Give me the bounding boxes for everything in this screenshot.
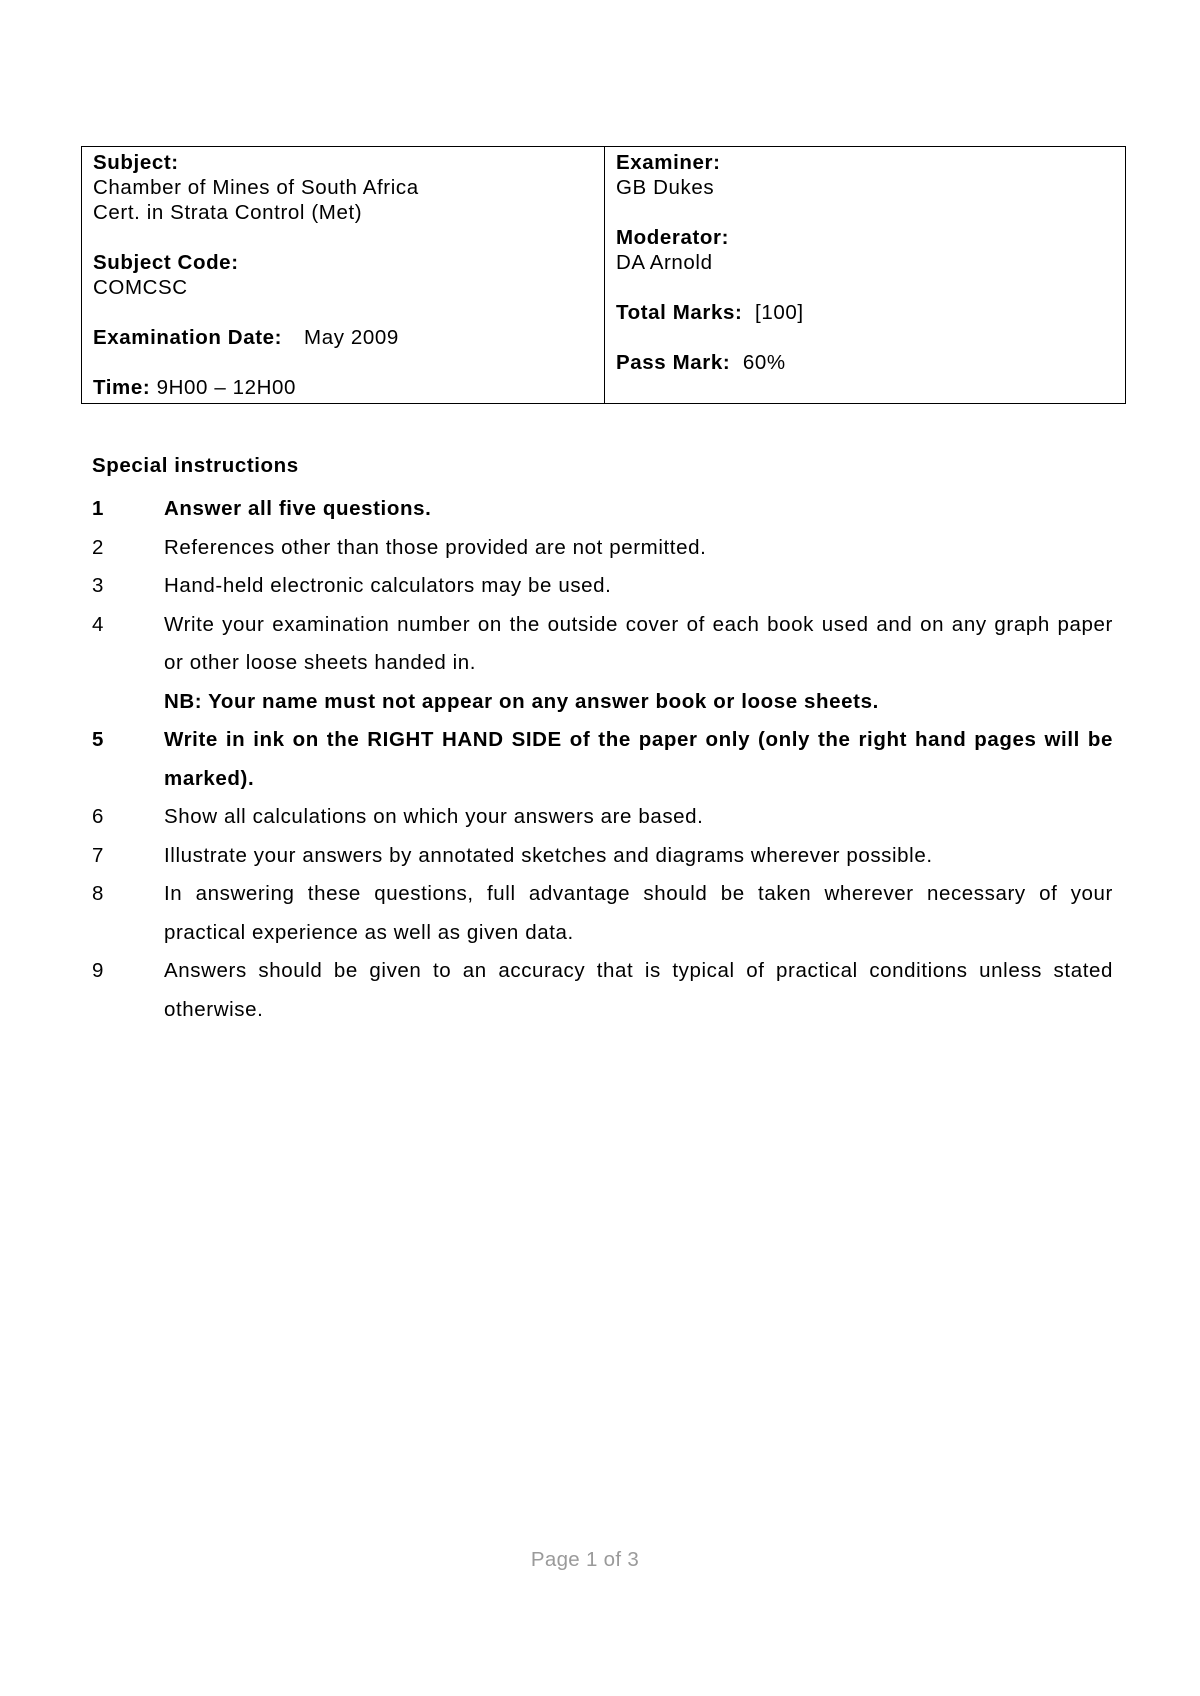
instruction-text: In answering these questions, full advantage should be taken wherever necessary of your practical experience as well as given data.	[164, 882, 1113, 944]
instruction-item	[92, 952, 1113, 1029]
pass-mark: 60%	[742, 351, 786, 374]
instruction-number	[92, 683, 164, 722]
subject-code-label: Subject Code:	[93, 251, 239, 274]
instruction-number: 5	[92, 728, 105, 751]
instruction-item	[92, 529, 1113, 568]
exam-date: May 2009	[304, 326, 399, 349]
instruction-item	[92, 721, 1113, 798]
instruction-number: 2	[92, 535, 105, 559]
instruction-text: Write in ink on the RIGHT HAND SIDE of the paper only (only the right hand pages will be marked).	[164, 728, 1113, 790]
time-label: Time:	[93, 376, 151, 399]
subject-code: COMCSC	[93, 276, 188, 299]
instruction-text: Answers should be given to an accuracy that is typical of practical conditions unless stated otherwise.	[164, 959, 1113, 1021]
exam-date-label: Examination Date:	[93, 326, 283, 349]
instruction-item	[92, 490, 1113, 529]
header-left-cell	[82, 147, 605, 403]
instruction-item	[92, 606, 1113, 683]
instruction-text: References other than those provided are not permitted.	[164, 535, 707, 559]
instruction-text: Write your examination number on the outside cover of each book used and on any graph paper or other loose sheets handed in.	[164, 612, 1113, 674]
total-marks-row	[616, 300, 1114, 325]
instruction-number: 4	[92, 612, 105, 636]
exam-date-row	[93, 325, 593, 350]
subject-line-2: Cert. in Strata Control (Met)	[93, 201, 363, 224]
time-value: 9H00 – 12H00	[156, 376, 297, 399]
instruction-item	[92, 798, 1113, 837]
instruction-number: 7	[92, 843, 105, 867]
special-instructions	[92, 452, 1113, 1029]
pass-mark-row	[616, 350, 1114, 375]
subject-line-1: Chamber of Mines of South Africa	[93, 176, 419, 199]
instruction-item	[92, 837, 1113, 876]
instruction-number: 6	[92, 805, 105, 828]
subject-label: Subject:	[93, 151, 179, 174]
examiner-name: GB Dukes	[616, 176, 715, 199]
instruction-number: 9	[92, 959, 105, 982]
total-marks-label: Total Marks:	[616, 301, 743, 324]
instruction-text: Answer all five questions.	[164, 497, 432, 520]
moderator-name: DA Arnold	[616, 251, 713, 274]
header-right-cell	[605, 147, 1125, 403]
instruction-number: 1	[92, 497, 105, 520]
instruction-text: Illustrate your answers by annotated sketches and diagrams wherever possible.	[164, 843, 933, 867]
instruction-text: Hand-held electronic calculators may be used.	[164, 574, 612, 597]
exam-header-table	[81, 146, 1126, 404]
instruction-text: NB: Your name must not appear on any answer book or loose sheets.	[164, 689, 879, 713]
total-marks: [100]	[755, 301, 804, 324]
instruction-item	[92, 875, 1113, 952]
instruction-number: 8	[92, 882, 105, 905]
instruction-text: Show all calculations on which your answers are based.	[164, 805, 704, 828]
moderator-label: Moderator:	[616, 226, 730, 249]
instruction-item	[92, 567, 1113, 606]
instructions-title: Special instructions	[92, 454, 299, 477]
instruction-number: 3	[92, 574, 105, 597]
page-number: Page 1 of 3	[530, 1548, 640, 1571]
pass-mark-label: Pass Mark:	[616, 351, 731, 374]
time-row	[93, 375, 593, 400]
examiner-label: Examiner:	[616, 151, 721, 174]
instruction-note	[92, 683, 1113, 722]
